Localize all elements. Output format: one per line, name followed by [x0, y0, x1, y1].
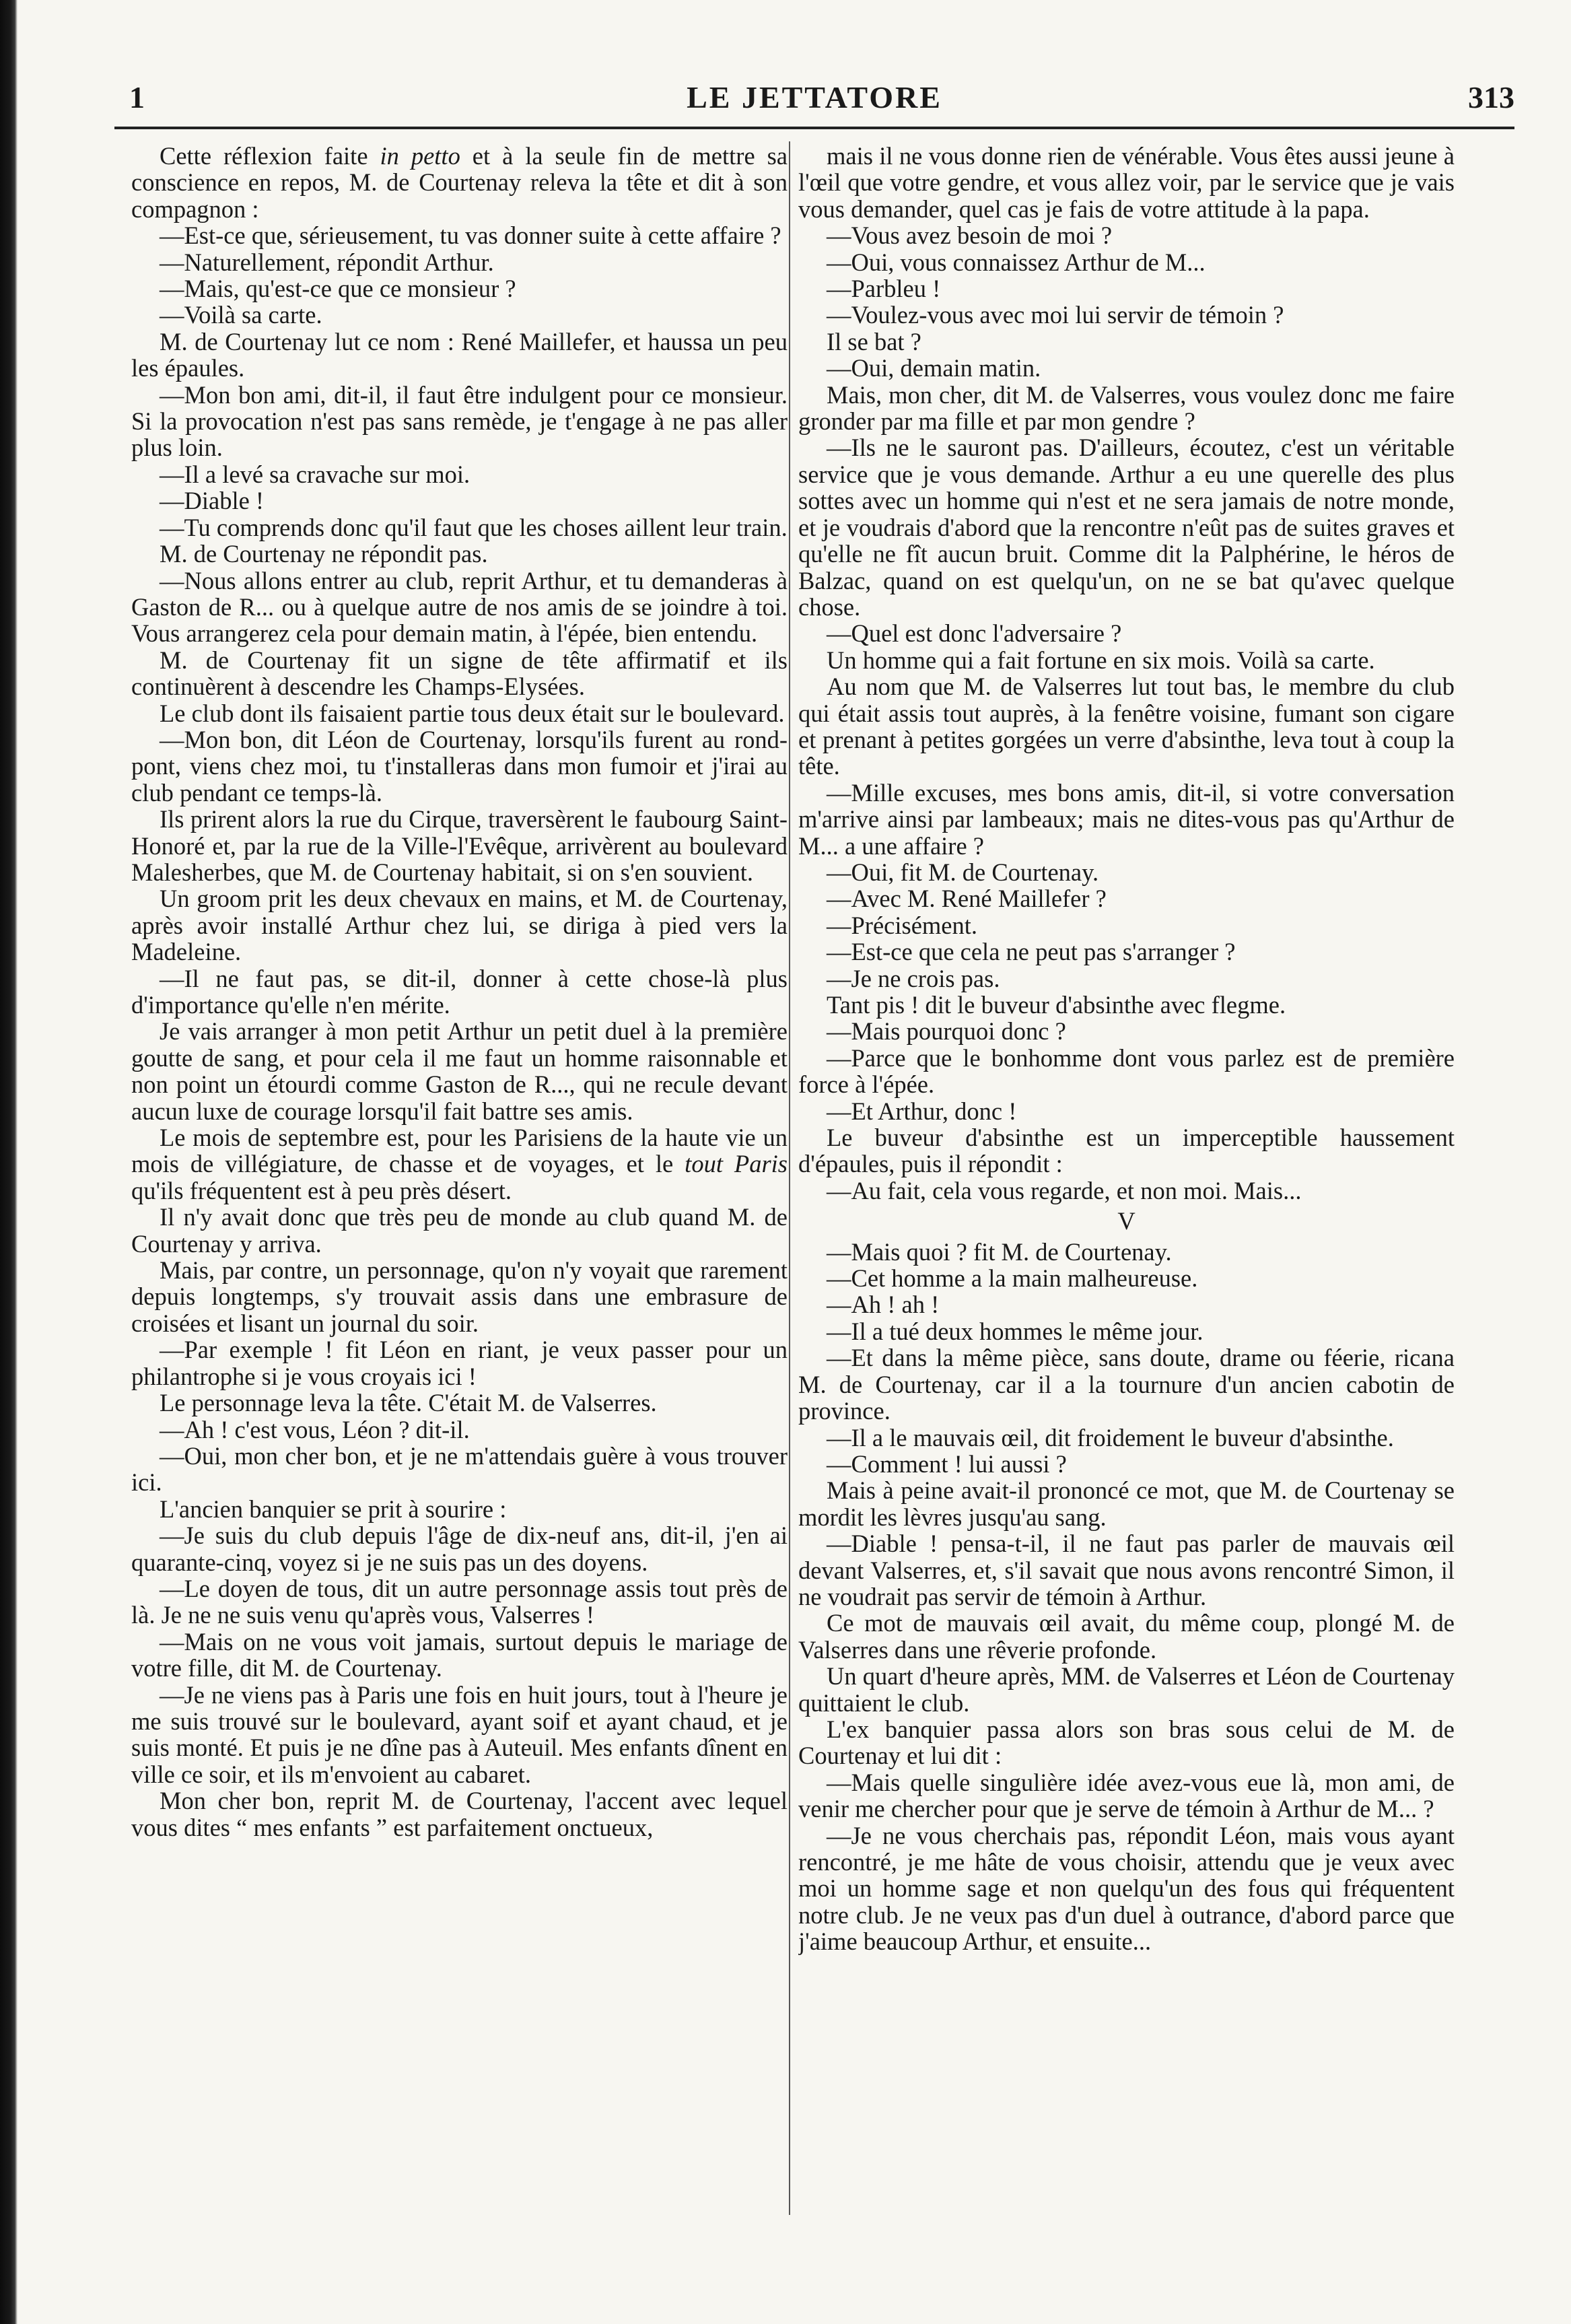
right-paragraph: —Au fait, cela vous regarde, et non moi. Mais...: [827, 1176, 1302, 1204]
right-paragraph: —Ah ! ah !: [827, 1291, 940, 1319]
left-paragraph: —Mon bon, dit Léon de Courtenay, lorsqu'ils furent au rond-pont, viens chez moi, tu t'installeras dans mon fumoir et j'irai au club pendant ce temps-là.: [131, 725, 788, 807]
right-paragraph: —Mais pourquoi donc ?: [827, 1017, 1066, 1046]
right-paragraph: —Mais quelle singulière idée avez-vous eue là, mon ami, de venir me chercher pour que je serve de témoin à Arthur de M... ?: [798, 1768, 1455, 1823]
left-paragraph: L'ancien banquier se prit à sourire :: [160, 1495, 507, 1523]
right-paragraph: —Je ne crois pas.: [827, 964, 1000, 992]
right-paragraph: Tant pis ! dit le buveur d'absinthe avec flegme.: [827, 991, 1286, 1019]
left-paragraph: Je vais arranger à mon petit Arthur un petit duel à la première goutte de sang, et pour cela il me faut un homme raisonnable et non point un étourdi comme Gaston de R..., qui ne recule devant aucun luxe de courage lorsqu'il fait battre ses amis.: [131, 1017, 788, 1125]
right-paragraph: —Comment ! lui aussi ?: [827, 1449, 1067, 1478]
right-paragraph: —Il a tué deux hommes le même jour.: [827, 1317, 1203, 1345]
right-paragraph: —Et Arthur, donc !: [827, 1097, 1017, 1125]
left-paragraph: —Ah ! c'est vous, Léon ? dit-il.: [160, 1415, 470, 1443]
right-paragraph: Le buveur d'absinthe est un imperceptible haussement d'épaules, puis il répondit :: [798, 1124, 1455, 1178]
left-column: [131, 143, 788, 2263]
right-paragraph: —Oui, demain matin.: [827, 354, 1041, 382]
right-paragraph: —Oui, fit M. de Courtenay.: [827, 858, 1099, 886]
right-paragraph: —Cet homme a la main malheureuse.: [827, 1264, 1198, 1293]
right-paragraph: Mais à peine avait-il prononcé ce mot, que M. de Courtenay se mordit les lèvres jusqu'au sang.: [798, 1476, 1455, 1531]
left-paragraph: —Mais on ne vous voit jamais, surtout depuis le mariage de votre fille, dit M. de Courtenay.: [131, 1627, 788, 1682]
page-header: [114, 79, 1514, 120]
right-paragraph: —Parce que le bonhomme dont vous parlez est de première force à l'épée.: [798, 1044, 1455, 1099]
right-paragraph: Mais, mon cher, dit M. de Valserres, vous voulez donc me faire gronder par ma fille et par mon gendre ?: [798, 380, 1455, 436]
left-paragraph: —Le doyen de tous, dit un autre personnage assis tout près de là. Je ne ne suis venu qu'après vous, Valserres !: [131, 1574, 788, 1629]
left-paragraph: —Diable !: [160, 487, 265, 515]
right-paragraph: —Vous avez besoin de moi ?: [827, 221, 1113, 250]
left-paragraph: —Je ne viens pas à Paris une fois en huit jours, tout à l'heure je me suis trouvé sur le boulevard, ayant soif et ayant chaud, et je suis monté. Et puis je ne dîne pas à Auteuil. Mes enfants dînent en ville ce soir, et ils m'envoient au cabaret.: [131, 1680, 788, 1788]
right-column: [798, 143, 1455, 2263]
right-paragraph: mais il ne vous donne rien de vénérable. Vous êtes aussi jeune à l'œil que votre gendre, et vous allez voir, par le service que je vais vous demander, quel cas je fais de votre attitude à la papa.: [798, 143, 1455, 223]
header-left-mark: 1: [129, 80, 145, 114]
left-paragraph: Le mois de septembre est, pour les Parisiens de la haute vie un mois de villégiature, de chasse et de voyages, et le tout Paris qu'ils fréquentent est à peu près désert.: [131, 1124, 788, 1204]
left-paragraph: Le personnage leva la tête. C'était M. de Valserres.: [160, 1389, 657, 1417]
right-paragraph: —Avec M. René Maillefer ?: [827, 885, 1107, 913]
right-paragraph: —Précisément.: [827, 911, 978, 939]
left-paragraph: —Est-ce que, sérieusement, tu vas donner suite à cette affaire ?: [160, 221, 781, 250]
right-paragraph: —Mille excuses, mes bons amis, dit-il, si votre conversation m'arrive ainsi par lambeaux; mais ne dites-vous pas qu'Arthur de M... a une affaire ?: [798, 778, 1455, 860]
right-paragraph: —Parbleu !: [827, 275, 941, 303]
left-paragraph: —Par exemple ! fit Léon en riant, je veux passer pour un philantrophe si je vous croyais ici !: [131, 1336, 788, 1390]
left-paragraph: Cette réflexion faite in petto et à la seule fin de mettre sa conscience en repos, M. de Courtenay releva la tête et dit à son compagnon :: [131, 143, 788, 223]
left-paragraph: Le club dont ils faisaient partie tous deux était sur le boulevard.: [160, 699, 785, 727]
right-paragraph: —Oui, vous connaissez Arthur de M...: [827, 248, 1206, 276]
left-paragraph: —Naturellement, répondit Arthur.: [160, 248, 494, 276]
right-paragraph: —Il a le mauvais œil, dit froidement le buveur d'absinthe.: [827, 1423, 1394, 1451]
right-paragraph: —Et dans la même pièce, sans doute, drame ou féerie, ricana M. de Courtenay, car il a la tournure d'un ancien cabotin de province.: [798, 1344, 1455, 1425]
right-paragraph: —Est-ce que cela ne peut pas s'arranger ?: [827, 938, 1236, 966]
left-paragraph: —Tu comprends donc qu'il faut que les choses aillent leur train.: [160, 513, 788, 541]
left-paragraph: —Il a levé sa cravache sur moi.: [160, 460, 470, 488]
right-paragraph: L'ex banquier passa alors son bras sous celui de M. de Courtenay et lui dit :: [798, 1715, 1455, 1770]
right-paragraph: —Mais quoi ? fit M. de Courtenay.: [827, 1237, 1172, 1266]
running-title: LE JETTATORE: [687, 80, 942, 114]
right-paragraph: —Quel est donc l'adversaire ?: [827, 619, 1122, 648]
right-paragraph: Il se bat ?: [827, 327, 921, 355]
left-paragraph: Ils prirent alors la rue du Cirque, traversèrent le faubourg Saint-Honoré et, par la rue de la Ville-l'Evêque, arrivèrent au boulevard Malesherbes, que M. de Courtenay habitait, si on s'en souvient.: [131, 805, 788, 886]
chapter-number: V: [1117, 1207, 1136, 1235]
right-paragraph: Au nom que M. de Valserres lut tout bas, le membre du club qui était assis tout auprès, à la fenêtre voisine, fumant son cigare et prenant à petites gorgées un verre d'absinthe, leva tout à coup la tête.: [798, 673, 1455, 780]
right-paragraph: Ce mot de mauvais œil avait, du même coup, plongé M. de Valserres dans une rêverie profonde.: [798, 1609, 1455, 1664]
right-paragraph: Un quart d'heure après, MM. de Valserres et Léon de Courtenay quittaient le club.: [798, 1662, 1455, 1717]
left-paragraph: Mais, par contre, un personnage, qu'on n'y voyait que rarement depuis longtemps, s'y trouvait assis dans une embrasure de croisées et lisant un journal du soir.: [131, 1256, 788, 1337]
left-paragraph: M. de Courtenay lut ce nom : René Maillefer, et haussa un peu les épaules.: [131, 327, 788, 382]
left-paragraph: —Voilà sa carte.: [160, 301, 322, 329]
column-divider: [789, 141, 790, 2215]
left-paragraph: —Nous allons entrer au club, reprit Arthur, et tu demanderas à Gaston de R... ou à quelque autre de nos amis de se joindre à toi. Vous arrangerez cela pour demain matin, à l'épée, bien entendu.: [131, 566, 788, 648]
left-paragraph: —Mon bon ami, dit-il, il faut être indulgent pour ce monsieur. Si la provocation n'est pas sans remède, je t'engage à ne pas aller plus loin.: [131, 380, 788, 462]
right-paragraph: —Ils ne le sauront pas. D'ailleurs, écoutez, c'est un véritable service que je vous demande. Arthur a eu une querelle des plus sottes avec un homme qui n'est et ne sera jamais de notre monde, et je voudrais d'abord que la rencontre n'eût pas de suites graves et qu'elle ne fît aucun bruit. Comme dit la Palphérine, le héros de Balzac, quand on est quelqu'un, on ne se bat qu'avec quelque chose.: [798, 434, 1455, 621]
right-paragraph: —Diable ! pensa-t-il, il ne faut pas parler de mauvais œil devant Valserres, et, s'il savait que nous avons rencontré Simon, il ne voudrait pas servir de témoin à Arthur.: [798, 1530, 1455, 1610]
page-binding-edge: [0, 0, 18, 2324]
right-paragraph: —Voulez-vous avec moi lui servir de témoin ?: [827, 301, 1284, 329]
left-paragraph: Il n'y avait donc que très peu de monde au club quand M. de Courtenay y arriva.: [131, 1203, 788, 1258]
left-paragraph: —Je suis du club depuis l'âge de dix-neuf ans, dit-il, j'en ai quarante-cinq, voyez si je ne suis pas un des doyens.: [131, 1522, 788, 1576]
right-paragraph: —Je ne vous cherchais pas, répondit Léon, mais vous ayant rencontré, je me hâte de vous choisir, attendu que je veux avec moi un homme sage et non quelqu'un des fous qui fréquentent notre club. Je ne veux pas d'un duel à outrance, d'abord parce que j'aime beaucoup Arthur, et ensuite...: [798, 1821, 1455, 1956]
page-number: 313: [1468, 80, 1514, 114]
left-paragraph: Un groom prit les deux chevaux en mains, et M. de Courtenay, après avoir installé Arthur chez lui, se diriga à pied vers la Madeleine.: [131, 885, 788, 966]
right-paragraph: Un homme qui a fait fortune en six mois. Voilà sa carte.: [827, 646, 1375, 674]
header-rule: [114, 127, 1514, 129]
left-paragraph: Mon cher bon, reprit M. de Courtenay, l'accent avec lequel vous dites “ mes enfants ” est parfaitement onctueux,: [131, 1787, 788, 1841]
left-paragraph: M. de Courtenay ne répondit pas.: [160, 540, 488, 568]
left-paragraph: —Mais, qu'est-ce que ce monsieur ?: [160, 275, 516, 303]
left-paragraph: —Oui, mon cher bon, et je ne m'attendais guère à vous trouver ici.: [131, 1441, 788, 1497]
left-paragraph: —Il ne faut pas, se dit-il, donner à cette chose-là plus d'importance qu'elle n'en mérite.: [131, 964, 788, 1019]
left-paragraph: M. de Courtenay fit un signe de tête affirmatif et ils continuèrent à descendre les Champs-Elysées.: [131, 646, 788, 701]
